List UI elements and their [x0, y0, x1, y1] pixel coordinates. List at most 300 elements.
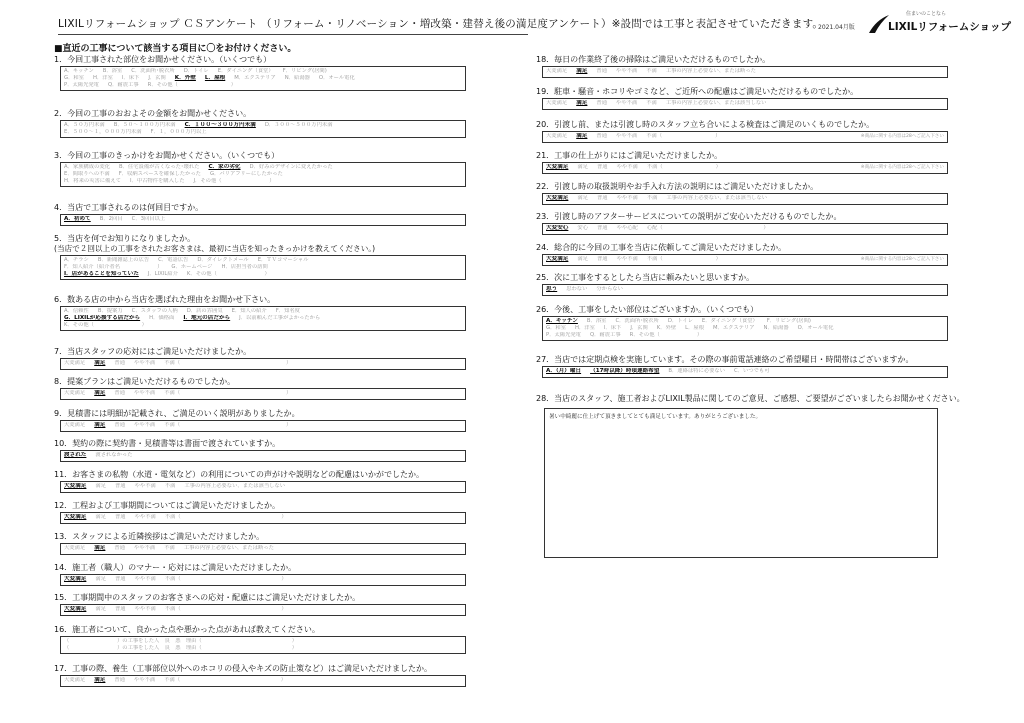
answer-option[interactable]: 不満（ ） [164, 576, 287, 582]
answer-option[interactable]: J．玄関 [630, 325, 648, 331]
answer-line [64, 545, 462, 552]
answer-option[interactable]: 普通 [596, 133, 608, 139]
selected-option[interactable]: A．初めて [64, 216, 91, 222]
question-title: 13．スタッフによる近隣挨拶はご満足いただけましたか。 [54, 532, 265, 541]
answer-option[interactable]: やや不満 [134, 677, 156, 683]
answer-option[interactable]: 普通 [596, 68, 608, 74]
answer-box[interactable] [60, 481, 466, 493]
answer-option[interactable]: 普通 [114, 677, 126, 683]
selected-option[interactable]: 満足 [94, 677, 106, 683]
answer-option[interactable]: やや心配 [616, 225, 638, 231]
question-q15 [54, 593, 466, 616]
question-q18 [536, 55, 948, 78]
answer-option[interactable]: 安心 [577, 225, 588, 231]
answer-box[interactable] [60, 66, 466, 91]
answer-option[interactable]: 普通 [597, 256, 608, 262]
answer-option[interactable]: K．外壁 [656, 325, 677, 331]
answer-option[interactable]: R．その他（ ） [147, 82, 237, 88]
answer-option[interactable]: 普通 [115, 483, 126, 489]
answer-line [546, 68, 944, 75]
question-q9 [54, 409, 466, 432]
answer-option[interactable]: 大変満足 [64, 545, 86, 551]
answer-option[interactable]: 大変満足 [546, 68, 568, 74]
question-title: 12．工程および工事期間についてはご満足いただけましたか。 [54, 501, 281, 510]
answer-option[interactable]: C．いつでも可 [734, 368, 770, 374]
answer-option[interactable]: 工事の内容上必要ない、または該当しない [184, 483, 286, 489]
answer-line [64, 122, 462, 129]
answer-option[interactable]: やや不満 [134, 422, 156, 428]
answer-option[interactable]: 不満 [164, 483, 176, 489]
answer-option[interactable]: 普通 [114, 360, 126, 366]
selected-option[interactable]: I．地元の店だから [183, 315, 231, 321]
answer-box[interactable] [542, 131, 948, 143]
form-version-date: 2021.04月版 [818, 24, 855, 31]
question-q4 [54, 203, 466, 226]
answer-option[interactable]: 大変満足 [64, 360, 86, 366]
selected-option[interactable]: 満足 [94, 545, 106, 551]
answer-line [64, 216, 462, 223]
answer-option[interactable]: 不満（ ） [164, 390, 292, 396]
question-q14 [54, 563, 466, 586]
question-q23 [536, 212, 948, 235]
answer-option[interactable]: 工事の内容上必要ない、または該当しない [666, 195, 768, 201]
answer-option[interactable]: F．１，０００万円以上 [150, 129, 207, 135]
answer-line [64, 68, 462, 75]
answer-option[interactable]: やや不満 [134, 483, 156, 489]
title-underline [58, 34, 528, 35]
answer-option[interactable]: D．３００～５００万円未満 [264, 122, 333, 128]
answer-line [64, 677, 462, 684]
answer-option[interactable]: 不満（ ） [164, 422, 292, 428]
answer-option[interactable]: E．ダイニング（食堂） [701, 318, 758, 324]
answer-box[interactable] [542, 193, 948, 205]
selected-option[interactable]: （17時以降）時頃連絡希望 [590, 368, 660, 374]
answer-option[interactable]: やや不満 [134, 576, 156, 582]
answer-option[interactable]: E．５００～１，０００万円未満 [64, 129, 142, 135]
answer-option[interactable]: J．玄関 [148, 75, 166, 81]
answer-line [64, 514, 462, 521]
answer-option[interactable]: 不満 [646, 195, 658, 201]
answer-box[interactable] [60, 450, 466, 462]
answer-option[interactable]: A．信頼性 [64, 308, 89, 314]
answer-option[interactable]: B．住宅設備が古くなった･壊れた [119, 164, 200, 170]
question-title: 7．当店スタッフの応対にはご満足いただけましたか。 [54, 347, 252, 356]
answer-note: ※商品に関する内容は28へご記入下さい [860, 165, 944, 170]
answer-option[interactable]: A．５０万円未満 [64, 122, 105, 128]
answer-option[interactable]: G．ホームページ [171, 264, 213, 270]
answer-option[interactable]: P．太陽光発電 [64, 82, 99, 88]
answer-option[interactable]: 工事の内容上必要ない、または断った [665, 68, 756, 74]
answer-option[interactable]: 満足 [95, 514, 106, 520]
answer-option[interactable]: I．中古物件を購入した [129, 178, 185, 184]
answer-option[interactable]: やや不満 [134, 606, 156, 612]
answer-line [546, 318, 944, 325]
answer-box[interactable] [60, 604, 466, 616]
question-subtitle: (当店で２回以上の工事をされたお客さまは、最初に当店を知ったきっかけを教えてください。) [54, 244, 376, 253]
selected-option[interactable]: 大変満足 [546, 164, 569, 170]
answer-option[interactable]: 大変満足 [64, 422, 86, 428]
answer-note: ※商品に関する内容は28へご記入下さい [860, 134, 944, 139]
q28-comment-box[interactable] [544, 408, 938, 558]
answer-option[interactable]: 工事の内容上必要ない、または断った [183, 545, 274, 551]
answer-option[interactable]: やや不満 [134, 514, 156, 520]
answer-line [546, 100, 944, 107]
answer-box[interactable] [542, 316, 948, 341]
answer-option[interactable]: I．床下 [603, 325, 622, 331]
answer-box[interactable] [60, 675, 466, 687]
question-q27 [536, 355, 948, 378]
answer-box[interactable] [542, 223, 948, 235]
answer-option[interactable]: 不満 [646, 100, 657, 106]
answer-option[interactable]: 渡されなかった [95, 452, 133, 458]
selected-option[interactable]: 大変満足 [64, 483, 87, 489]
answer-option[interactable]: 工事の内容上必要ない、または該当しない [665, 100, 767, 106]
answer-box[interactable] [60, 574, 466, 586]
answer-line [64, 271, 462, 278]
answer-line [64, 645, 462, 652]
question-q7 [54, 347, 466, 370]
answer-option[interactable]: 満足 [577, 164, 588, 170]
answer-box[interactable] [60, 636, 466, 654]
answer-option[interactable]: A．家族構成の変化 [64, 164, 110, 170]
answer-option[interactable]: やや不満 [616, 133, 638, 139]
answer-option[interactable]: J．LIXIL紹介 [147, 271, 178, 277]
question-title: 19．駐車・騒音・ホコリやゴミなど、ご近所への配慮はご満足いただけるものでしたか。 [536, 87, 859, 96]
selected-option[interactable]: C．１００～３００万円未満 [184, 122, 256, 128]
answer-option[interactable]: J．その他（ ） [193, 178, 275, 184]
answer-option[interactable]: J．以前頼んだ工事がよかったから [239, 315, 321, 321]
answer-option[interactable]: 満足 [95, 576, 106, 582]
logo-name: LIXILリフォームショップ [888, 21, 1012, 33]
answer-box[interactable] [542, 66, 948, 78]
answer-line [546, 164, 944, 171]
answer-line [64, 178, 462, 185]
question-title: 24．総合的に今回の工事を当店に依頼してご満足いただけましたか。 [536, 243, 787, 252]
logo-swoosh-icon [868, 14, 890, 34]
question-q2 [54, 109, 466, 138]
selected-option[interactable]: L．屋根 [204, 75, 226, 81]
answer-option[interactable]: 満足 [577, 256, 588, 262]
answer-option[interactable]: 分からない [596, 286, 623, 292]
answer-option[interactable]: B．浴室 [102, 68, 123, 74]
answer-line [64, 75, 462, 82]
answer-line [64, 483, 462, 490]
answer-box[interactable] [60, 358, 466, 370]
answer-option[interactable]: 不満（ ） [164, 360, 292, 366]
q28-title: 28．当店のスタッフ、施工者およびLIXIL製品に関してのご意見、ご感想、ご要望がございましたらお聞かせください。 [536, 394, 965, 403]
selected-option[interactable]: 大変満足 [546, 256, 569, 262]
answer-option[interactable]: L．屋根 [685, 325, 704, 331]
answer-option[interactable]: F．リビング(居間) [282, 68, 327, 74]
question-q13 [54, 532, 466, 555]
answer-option[interactable]: B．提案力 [97, 308, 123, 314]
answer-option[interactable]: 普通 [597, 225, 608, 231]
answer-box[interactable] [60, 162, 466, 187]
question-q26 [536, 305, 948, 341]
answer-box[interactable] [60, 120, 466, 138]
question-q20 [536, 120, 948, 143]
answer-option[interactable]: D．店の雰囲気 [186, 308, 223, 314]
selected-option[interactable]: I．店があることを知っていた [64, 271, 139, 277]
question-title: 22．引渡し時の取扱説明やお手入れ方法の説明にはご満足いただけましたか。 [536, 182, 819, 191]
answer-option[interactable]: E．知人の紹介 [231, 308, 267, 314]
answer-option[interactable]: F．収納スペースを確保したかった [118, 171, 201, 177]
answer-line [546, 368, 944, 375]
answer-option[interactable]: 大変満足 [64, 390, 86, 396]
answer-option[interactable]: G．和室 [64, 75, 84, 81]
answer-box[interactable] [60, 388, 466, 400]
selected-option[interactable]: 大変満足 [64, 576, 87, 582]
answer-box[interactable] [60, 306, 466, 331]
answer-option[interactable]: I．床下 [121, 75, 140, 81]
answer-option[interactable]: B．浴室 [586, 318, 607, 324]
answer-option[interactable]: D．好みのデザインに変えたかった [249, 164, 333, 170]
question-title: 18．毎日の作業終了後の掃除はご満足いただけるものでしたか。 [536, 55, 771, 64]
question-q11 [54, 470, 466, 493]
answer-option[interactable]: 普通 [114, 545, 126, 551]
answer-option[interactable]: R．その他（ ） [629, 332, 703, 338]
answer-box[interactable] [60, 512, 466, 524]
selected-option[interactable]: K．外壁 [174, 75, 196, 81]
answer-line [64, 164, 462, 171]
question-title: 2．今回の工事のおおよその金額をお聞かせください。 [54, 109, 252, 118]
question-q12 [54, 501, 466, 524]
answer-option[interactable]: 普通 [114, 390, 126, 396]
question-title: 14．施工者（職人）のマナー・応対にはご満足いただけましたか。 [54, 563, 297, 572]
question-title: 3．今回の工事のきっかけをお聞かせください。（いくつでも） [54, 151, 280, 160]
question-title: 20．引渡し前、または引渡し時のスタッフ立ち合いによる検査はご満足のいくものでしたか。 [536, 120, 875, 129]
question-title: 27．当店では定期点検を実施しています。その際の事前電話連絡のご希望曜日・時間帯はございますか。 [536, 355, 914, 364]
selected-option[interactable]: 思う [546, 286, 558, 292]
answer-option[interactable]: Q．耐震工事 [589, 332, 621, 338]
answer-option[interactable]: 心配（ ） [646, 225, 769, 231]
answer-option[interactable]: 満足 [95, 483, 106, 489]
answer-option[interactable]: やや不満 [616, 164, 638, 170]
question-title: 1．今回工事された部位をお聞かせください。（いくつでも） [54, 55, 272, 64]
answer-option[interactable]: 普通 [114, 422, 126, 428]
selected-option[interactable]: 満足 [576, 133, 588, 139]
answer-option[interactable]: 不満 [646, 68, 657, 74]
answer-option[interactable]: F．リビング(居間) [766, 318, 811, 324]
answer-option[interactable]: M．エクステリア [713, 325, 755, 331]
answer-box[interactable] [60, 214, 466, 226]
answer-option[interactable]: 不満（ ） [164, 514, 287, 520]
answer-option[interactable]: A．チラシ [64, 257, 89, 263]
selected-option[interactable]: 満足 [94, 390, 106, 396]
answer-option[interactable]: 大変満足 [546, 100, 568, 106]
answer-option[interactable]: 不満 [164, 545, 175, 551]
answer-option[interactable]: G．バリアフリーにしたかった [209, 171, 283, 177]
answer-box[interactable] [542, 366, 948, 378]
answer-option[interactable]: 満足 [95, 606, 106, 612]
answer-option[interactable]: 不満（ ） [646, 133, 721, 139]
answer-box[interactable] [542, 254, 948, 266]
answer-option[interactable]: H．店担当者の訪問 [221, 264, 268, 270]
answer-option[interactable]: A．キッチン [64, 68, 94, 74]
selected-option[interactable]: A．（月）曜日 [546, 368, 582, 374]
answer-option[interactable]: B．2回目 [99, 216, 123, 222]
question-title: 6．数ある店の中から当店を選ばれた理由をお聞かせ下さい。 [54, 295, 276, 304]
answer-line [546, 256, 944, 263]
answer-option[interactable]: 大変満足 [546, 133, 568, 139]
lixil-logo [868, 8, 1012, 40]
answer-option[interactable]: やや不満 [134, 390, 156, 396]
question-title: 5．当店を何でお知りになりましたか。 [54, 234, 196, 243]
answer-option[interactable]: B．新聞雑誌上の広告 [97, 257, 150, 263]
question-q16 [54, 625, 466, 654]
answer-option[interactable]: （ ）の工事をした人 良 悪 理由（ ） [64, 638, 298, 644]
answer-option[interactable]: 不満（ ） [646, 256, 721, 262]
answer-option[interactable]: K．その他（ ） [186, 271, 270, 277]
question-q25 [536, 273, 948, 296]
answer-option[interactable]: （ ）の工事をした人 良 悪 理由（ ） [64, 645, 298, 651]
answer-option[interactable]: H．将来の災害に備えて [64, 178, 121, 184]
q28-comment-text: 暑い中綺麗に仕上げて頂きましてとても満足しています。ありがとうございました。 [549, 414, 762, 420]
answer-option[interactable]: 思わない [566, 286, 588, 292]
answer-option[interactable]: C．スタッフの人柄 [131, 308, 178, 314]
answer-line [64, 390, 462, 397]
answer-option[interactable]: 普通 [115, 576, 126, 582]
answer-option[interactable]: 大変満足 [64, 677, 86, 683]
answer-option[interactable]: やや不満 [616, 195, 638, 201]
answer-option[interactable]: やや不満 [616, 256, 638, 262]
answer-box[interactable] [60, 420, 466, 432]
answer-line [64, 129, 462, 136]
selected-option[interactable]: 大変満足 [64, 606, 87, 612]
answer-line [64, 308, 462, 315]
answer-option[interactable]: H．洋室 [93, 75, 113, 81]
answer-option[interactable]: D．ダイレクトメール [197, 257, 249, 263]
selected-option[interactable]: 満足 [94, 360, 106, 366]
answer-line [546, 133, 944, 140]
answer-option[interactable]: C．電話広告 [158, 257, 189, 263]
answer-box[interactable] [60, 255, 466, 280]
question-title: 8．提案プランはご満足いただけるものでしたか。 [54, 377, 236, 386]
answer-option[interactable]: F．知名度 [275, 308, 300, 314]
answer-option[interactable]: B．連絡は特に必要ない [668, 368, 726, 374]
selected-option[interactable]: 大変安心 [546, 225, 569, 231]
question-title: 25．次に工事をするとしたら当店に頼みたいと思いますか。 [536, 273, 755, 282]
answer-option[interactable]: H．洋室 [575, 325, 595, 331]
question-q22 [536, 182, 948, 205]
answer-option[interactable]: 不満（ ） [164, 606, 287, 612]
answer-option[interactable]: O．オール電化 [318, 75, 355, 81]
question-q21 [536, 151, 948, 174]
answer-option[interactable]: 普通 [597, 195, 608, 201]
question-q6 [54, 295, 466, 331]
answer-line [64, 422, 462, 429]
logo-tagline: 住まいのことなら [906, 11, 947, 17]
answer-option[interactable]: やや不満 [134, 360, 156, 366]
answer-option[interactable]: Q．耐震工事 [107, 82, 139, 88]
answer-option[interactable]: F．知人紹介（紹介者名 ） [64, 264, 163, 270]
question-q24 [536, 243, 948, 266]
answer-option[interactable]: E．ＴＶコマーシャル [257, 257, 309, 263]
question-q17 [54, 664, 466, 687]
answer-option[interactable]: H．価格面 [149, 315, 175, 321]
answer-option[interactable]: B．５０～１００万円未満 [113, 122, 176, 128]
answer-line [64, 257, 462, 264]
selected-option[interactable]: 渡された [64, 452, 87, 458]
question-title: 26．今後、工事をしたい部位はございますか。（いくつでも） [536, 305, 759, 314]
answer-box[interactable] [60, 543, 466, 555]
answer-option[interactable]: 不満（ ） [646, 164, 721, 170]
survey-title: LIXILリフォームショップ ＣＳアンケート （リフォーム・リノベーション・増改築・建替え後の満足度アンケート）※設問では工事と表記させていただきます。 [58, 18, 824, 30]
question-q3 [54, 151, 466, 187]
selected-option[interactable]: C．家の劣化 [208, 164, 241, 170]
answer-option[interactable]: 満足 [577, 195, 588, 201]
answer-option[interactable]: P．太陽光発電 [546, 332, 581, 338]
answer-option[interactable]: C．洗面所･脱衣所 [131, 68, 175, 74]
question-q5 [54, 234, 466, 280]
selected-option[interactable]: G．LIXILが応援する店だから [64, 315, 141, 321]
answer-option[interactable]: やや不満 [616, 68, 638, 74]
question-title: 10．契約の際に契約書・見積書等は書面で渡されていますか。 [54, 439, 281, 448]
answer-line [546, 286, 944, 293]
question-title: 15．工事期間中のスタッフのお客さまへの応対・配慮にはご満足いただけましたか。 [54, 593, 361, 602]
answer-option[interactable]: C．3回目以上 [131, 216, 166, 222]
question-title: 9．見積書には明細が記載され、ご満足のいく説明がありましたか。 [54, 409, 300, 418]
answer-option[interactable]: E．間取りへの不満 [64, 171, 110, 177]
question-q1 [54, 55, 466, 91]
answer-option[interactable]: 普通 [115, 514, 126, 520]
answer-option[interactable]: 普通 [115, 606, 126, 612]
answer-line [64, 315, 462, 322]
answer-line [546, 225, 944, 232]
question-q8 [54, 377, 466, 400]
answer-box[interactable] [542, 98, 948, 110]
answer-option[interactable]: O．オール電化 [797, 325, 834, 331]
answer-option[interactable]: N．給湯器 [763, 325, 789, 331]
answer-line [64, 82, 462, 89]
answer-line [64, 264, 462, 271]
selected-option[interactable]: 満足 [576, 100, 588, 106]
question-title: 23．引渡し時のアフターサービスについての説明がご安心いただけるものでしたか。 [536, 212, 842, 221]
answer-box[interactable] [542, 284, 948, 296]
answer-line [64, 360, 462, 367]
answer-option[interactable]: K．その他（ ） [64, 322, 147, 328]
answer-option[interactable]: やや不満 [134, 545, 156, 551]
selected-option[interactable]: 大変満足 [64, 514, 87, 520]
answer-option[interactable]: 普通 [597, 164, 608, 170]
answer-option[interactable]: 普通 [596, 100, 608, 106]
answer-box[interactable] [542, 162, 948, 174]
selected-option[interactable]: A．キッチン [546, 318, 578, 324]
question-title: 16．施工者について、良かった点や悪かった点があれば教えてください。 [54, 625, 320, 634]
question-title: 21．工事の仕上がりにはご満足いただけましたか。 [536, 151, 723, 160]
answer-line [64, 576, 462, 583]
question-title: 17．工事の際、養生（工事部位以外へのホコリの侵入やキズの防止策など）はご満足いただけましたか。 [54, 664, 433, 673]
selected-option[interactable]: 満足 [94, 422, 106, 428]
selected-option[interactable]: 大変満足 [546, 195, 569, 201]
answer-option[interactable]: D．トイレ [667, 318, 693, 324]
answer-option[interactable]: D．トイレ [183, 68, 209, 74]
answer-line [64, 322, 462, 329]
answer-option[interactable]: M．エクステリア [234, 75, 276, 81]
section-heading: ■直近の工事について該当する項目に〇をお付けください。 [54, 44, 297, 54]
selected-option[interactable]: 満足 [576, 68, 588, 74]
answer-option[interactable]: E．ダイニング（食堂） [217, 68, 274, 74]
answer-option[interactable]: G．和室 [546, 325, 566, 331]
answer-line [546, 195, 944, 202]
question-title: 4．当店で工事されるのは何回目ですか。 [54, 203, 204, 212]
answer-line [64, 638, 462, 645]
answer-option[interactable]: やや不満 [616, 100, 638, 106]
answer-line [64, 171, 462, 178]
answer-option[interactable]: C．洗面所･脱衣所 [615, 318, 659, 324]
answer-option[interactable]: N．給湯器 [284, 75, 310, 81]
answer-option[interactable]: 不満（ ） [164, 677, 287, 683]
